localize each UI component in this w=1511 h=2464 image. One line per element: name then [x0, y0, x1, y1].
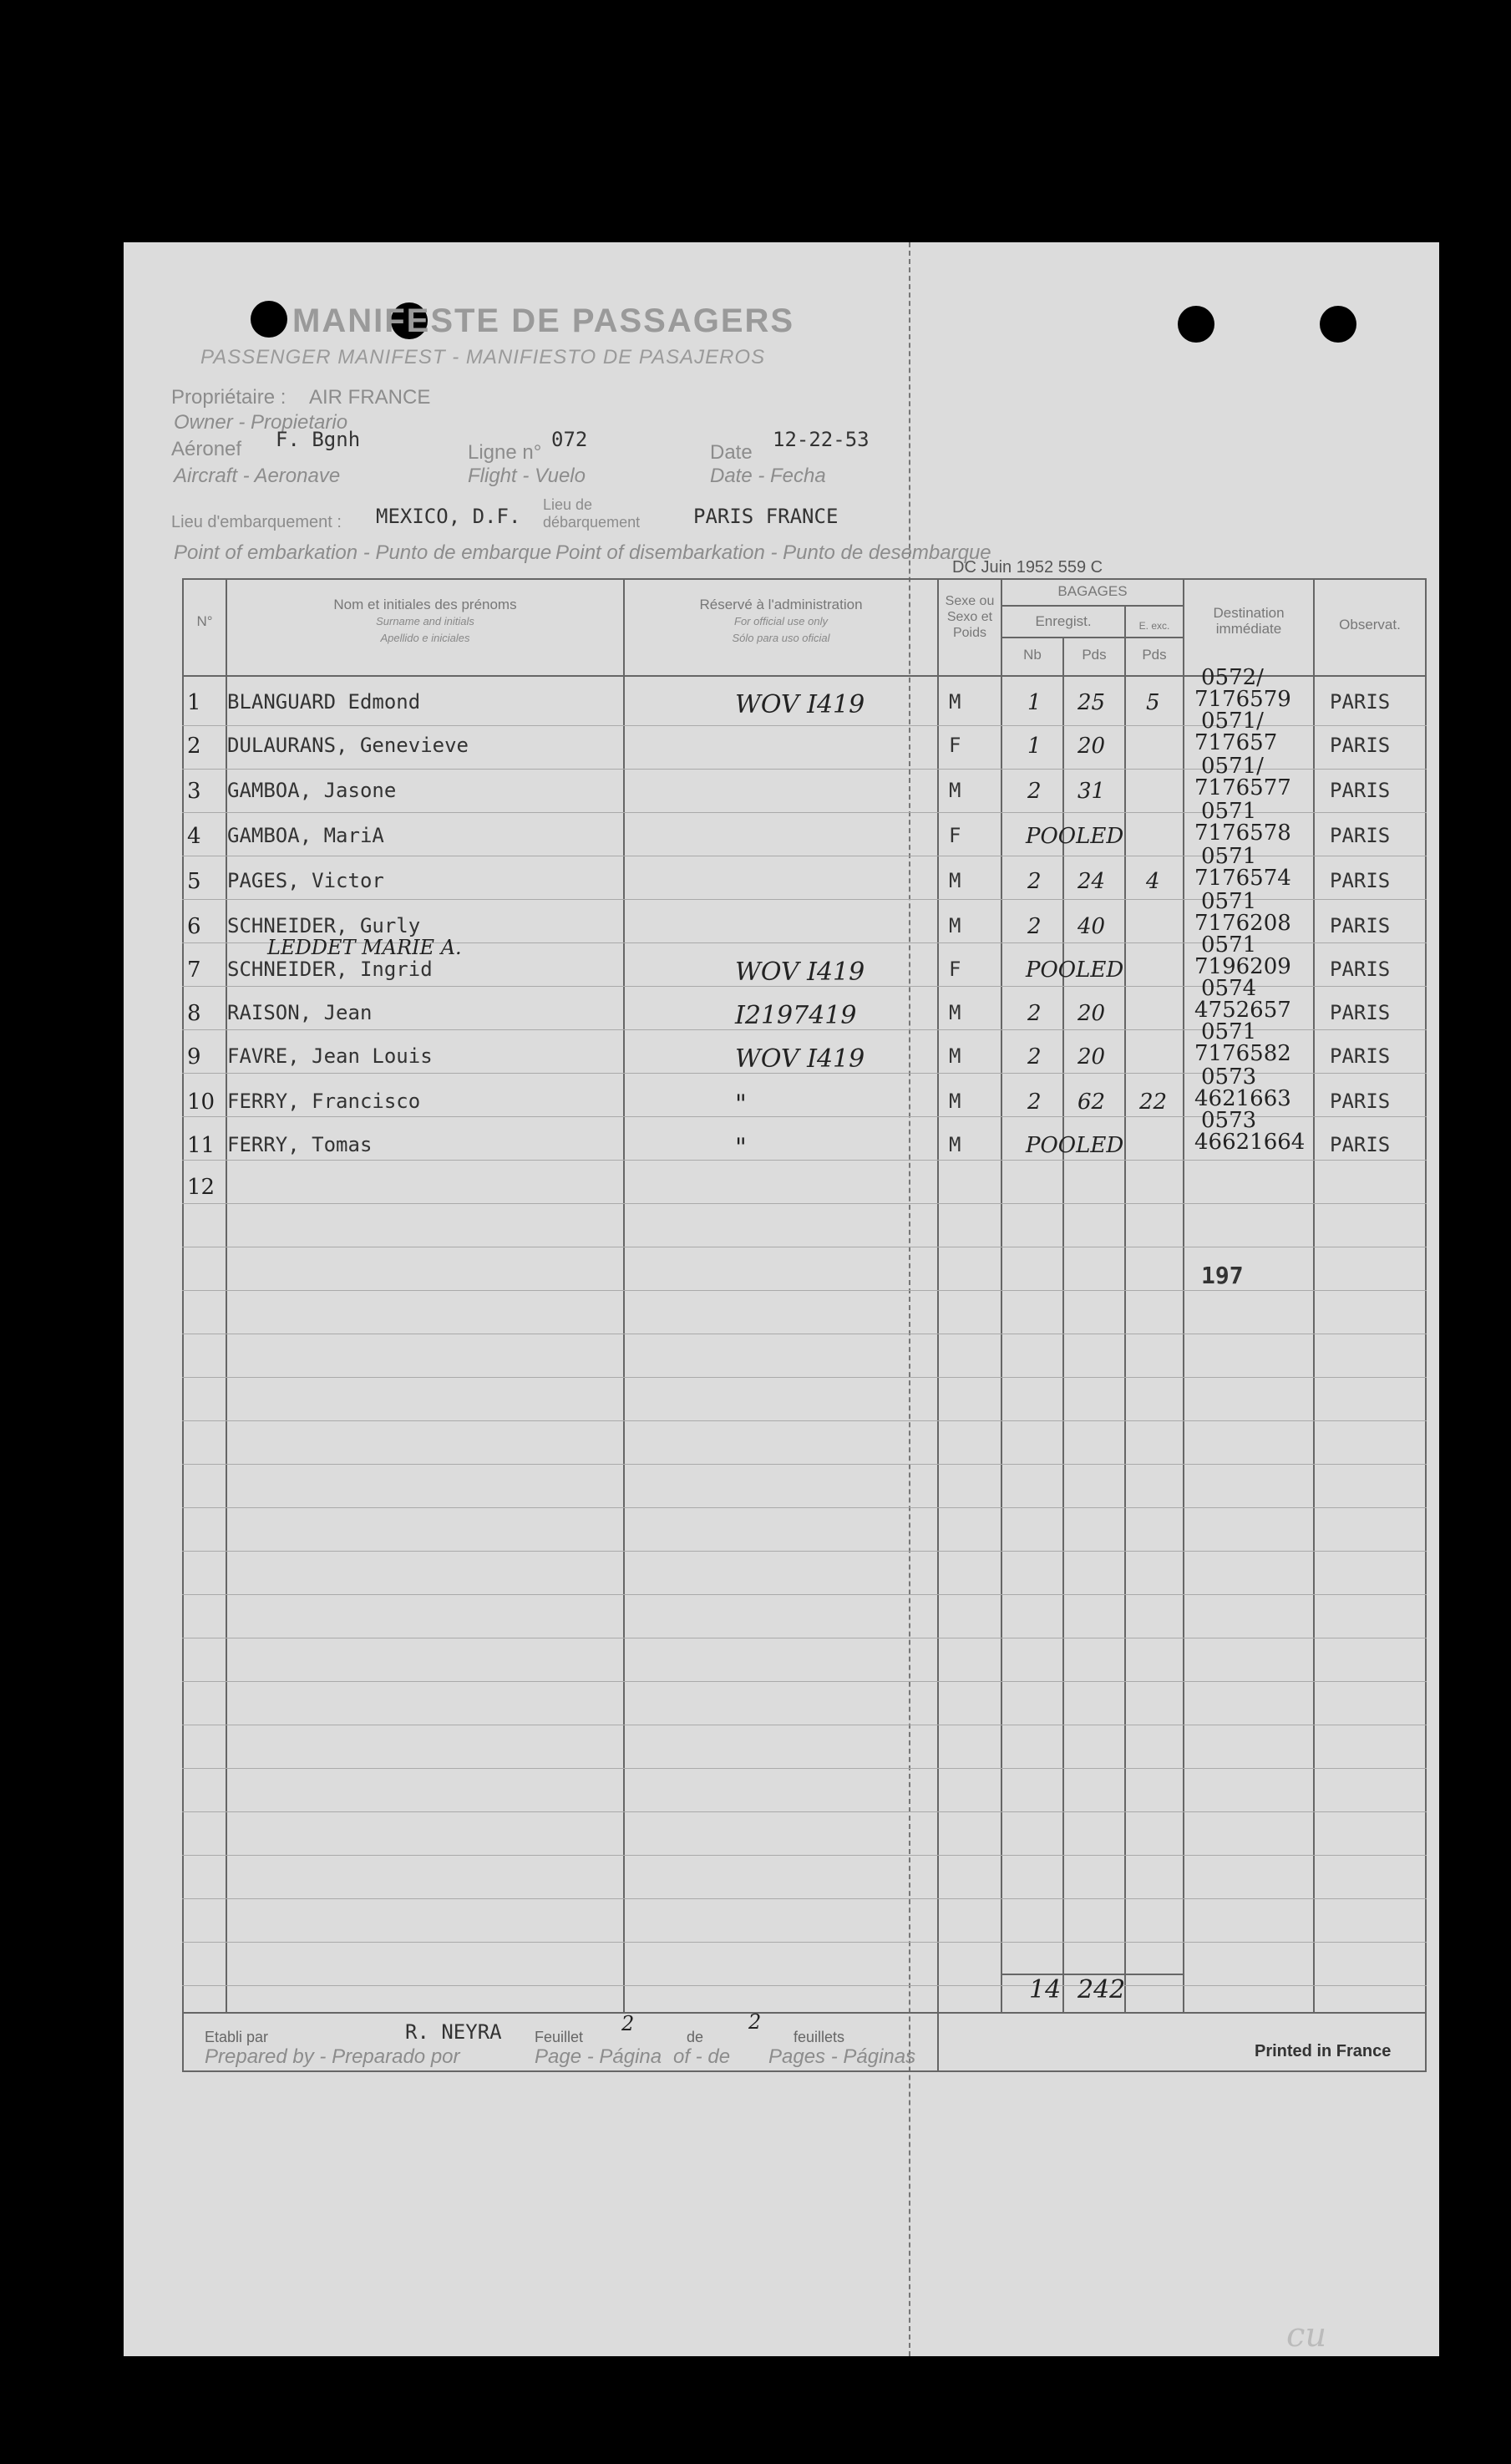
baggage-pds: 20 [1077, 734, 1106, 759]
disembark-sub: Point of disembarkation - Punto de desembarque [555, 541, 991, 564]
baggage-header-rule [1001, 605, 1183, 607]
total-pds: 242 [1077, 1975, 1126, 2004]
embark-label: Lieu d'embarquement : [171, 513, 342, 531]
baggage-excess: 4 [1146, 869, 1160, 894]
owner-sub: Owner - Propietario [174, 411, 348, 434]
ticket-number-top: 0574 [1201, 976, 1257, 1001]
total-nb: 14 [1029, 1975, 1062, 2004]
ticket-number: 717657 [1194, 730, 1278, 755]
table-left-border [182, 578, 184, 2070]
baggage-pds: 20 [1077, 1001, 1106, 1026]
admin-note: " [735, 1090, 747, 1119]
flight-label: Ligne n° [468, 441, 542, 464]
row-rule [182, 1898, 1427, 1899]
disembark-value: PARIS FRANCE [693, 505, 839, 528]
baggage-excess: 22 [1139, 1090, 1168, 1115]
row-rule [182, 1855, 1427, 1856]
form-subtitle: PASSENGER MANIFEST - MANIFIESTO DE PASAJEROS [200, 346, 766, 368]
sheet-label: Feuillet [535, 2029, 584, 2045]
baggage-nb: 2 [1027, 1044, 1042, 1069]
row-number: 11 [187, 1133, 215, 1158]
embark-value: MEXICO, D.F. [376, 505, 521, 528]
baggage-pds: 24 [1077, 869, 1106, 894]
row-rule [182, 1942, 1427, 1943]
punch-hole [1320, 306, 1356, 343]
passenger-sex: M [949, 869, 961, 892]
row-rule [182, 1290, 1427, 1291]
ticket-number-top: 0572/ [1201, 665, 1264, 690]
ticket-number: 7176577 [1194, 775, 1291, 800]
baggage-nb: POOLED [1026, 824, 1124, 849]
row-rule [182, 1768, 1427, 1769]
ticket-number-top: 0571 [1201, 799, 1257, 824]
punch-hole [251, 301, 287, 338]
row-rule [182, 1985, 1427, 1986]
flight-sub: Flight - Vuelo [468, 465, 586, 487]
baggage-pds: 25 [1077, 690, 1106, 715]
prepared-value: R. NEYRA [405, 2020, 502, 2044]
col-header-observ: Observat. [1339, 617, 1401, 633]
passenger-sex: M [949, 779, 961, 802]
baggage-nb: 1 [1027, 734, 1042, 759]
baggage-pds: 31 [1077, 779, 1106, 804]
col-header-admin-fr: Réservé à l'administration [699, 597, 863, 612]
col-header-pds: Pds [1082, 647, 1107, 663]
passenger-name: FERRY, Francisco [227, 1090, 421, 1113]
sex-col-divider [1001, 578, 1002, 2012]
baggage-nb: 1 [1027, 690, 1042, 715]
dest-col-divider [1313, 578, 1315, 2012]
row-number: 2 [187, 734, 201, 759]
embark-sub: Point of embarkation - Punto de embarque [174, 541, 552, 564]
baggage-pds: 20 [1077, 1044, 1106, 1069]
ticket-number-top: 0571 [1201, 932, 1257, 958]
baggage-excess: 5 [1146, 690, 1160, 715]
punch-hole [1178, 306, 1214, 343]
aircraft-sub: Aircraft - Aeronave [174, 465, 341, 487]
col-header-sex: Sexe ou Sexo et Poids [945, 594, 995, 640]
baggage-nb: 2 [1027, 779, 1042, 804]
sheets-label: feuillets [794, 2029, 845, 2045]
ticket-number-top: 0571/ [1201, 709, 1264, 734]
baggage-nb: 2 [1027, 1090, 1042, 1115]
baggage-nb: 2 [1027, 914, 1042, 939]
row-rule [182, 1420, 1427, 1421]
ticket-number: 46621664 [1194, 1130, 1306, 1155]
col-header-name-fr: Nom et initiales des prénoms [333, 597, 517, 612]
date-label: Date [710, 441, 753, 464]
col-header-destination: Destination immédiate [1213, 605, 1285, 637]
baggage-pds: 62 [1077, 1090, 1106, 1115]
passenger-sex: M [949, 1044, 961, 1068]
row-rule [182, 1811, 1427, 1812]
destination: PARIS [1330, 1133, 1391, 1156]
row-number: 4 [187, 824, 201, 849]
row-rule [182, 1203, 1427, 1204]
passenger-sex: M [949, 1090, 961, 1113]
footer-bottom-border [182, 2070, 1427, 2072]
passenger-name: FERRY, Tomas [227, 1133, 373, 1156]
col-header-name-es: Apellido e iniciales [380, 632, 470, 644]
passenger-name: GAMBOA, MariA [227, 824, 384, 847]
col-header-admin-en: For official use only [734, 615, 828, 627]
ticket-number: 7196209 [1194, 954, 1291, 979]
col-header-admin-es: Sólo para uso oficial [732, 632, 830, 644]
col-header-name-en: Surname and initials [376, 615, 474, 627]
ticket-number: 7176574 [1194, 866, 1291, 891]
sheets-sub: Pages - Páginas [768, 2045, 916, 2068]
passenger-name: PAGES, Victor [227, 869, 384, 892]
admin-note: WOV I419 [735, 1044, 865, 1074]
col-header-nb: Nb [1023, 647, 1042, 663]
passenger-name: FAVRE, Jean Louis [227, 1044, 433, 1068]
baggage-nb: 2 [1027, 1001, 1042, 1026]
passenger-sex: M [949, 1133, 961, 1156]
passenger-sex: M [949, 690, 961, 714]
destination: PARIS [1330, 1044, 1391, 1068]
passenger-name: GAMBOA, Jasone [227, 779, 397, 802]
destination: PARIS [1330, 824, 1391, 847]
row-rule [182, 1681, 1427, 1682]
ticket-number-top: 0571 [1201, 889, 1257, 914]
baggage-nb: 2 [1027, 869, 1042, 894]
destination: PARIS [1330, 779, 1391, 802]
destination: PARIS [1330, 958, 1391, 981]
of-sub: of - de [673, 2045, 731, 2068]
ticket-number-top: 0571 [1201, 844, 1257, 869]
passenger-name: SCHNEIDER, Ingrid [227, 958, 433, 981]
col-header-excess-pds: Pds [1142, 647, 1167, 663]
passenger-sex: F [949, 824, 961, 847]
row-rule [182, 1377, 1427, 1378]
admin-note: WOV I419 [735, 958, 865, 987]
row-rule [182, 1464, 1427, 1465]
ticket-number-top: 0573 [1201, 1064, 1257, 1090]
admin-col-divider [937, 578, 939, 2070]
admin-note: I2197419 [735, 1001, 857, 1030]
prepared-label: Etabli par [205, 2029, 269, 2045]
passenger-name: SCHNEIDER, Gurly [227, 914, 421, 937]
row-number: 9 [187, 1044, 201, 1069]
row-number: 1 [187, 690, 201, 715]
form-title: MANIFESTE DE PASSAGERS [292, 302, 795, 339]
destination: PARIS [1330, 734, 1391, 757]
passenger-name: BLANGUARD Edmond [227, 690, 421, 714]
row-rule [182, 1551, 1427, 1552]
passenger-name-correction: LEDDET MARIE A. [267, 936, 462, 959]
row-number: 8 [187, 1001, 201, 1026]
owner-value: AIR FRANCE [309, 386, 431, 409]
ticket-number: 7176578 [1194, 820, 1291, 846]
destination: PARIS [1330, 690, 1391, 714]
passenger-sex: M [949, 1001, 961, 1024]
name-col-divider [623, 578, 625, 2012]
baggage-nb: POOLED [1026, 958, 1124, 983]
passenger-sex: F [949, 958, 961, 981]
form-code: DC Juin 1952 559 C [952, 558, 1103, 577]
ticket-number: 4621663 [1194, 1086, 1291, 1111]
corner-mark: cu [1286, 2316, 1327, 2355]
admin-note: WOV I419 [735, 690, 865, 719]
sheet-value: 2 [621, 2012, 635, 2035]
passenger-name: RAISON, Jean [227, 1001, 373, 1024]
table-top-border [182, 578, 1427, 580]
passenger-sex: M [949, 914, 961, 937]
table-right-border [1425, 578, 1427, 2070]
of-value: 2 [748, 2010, 762, 2034]
ticket-number-top: 0573 [1201, 1108, 1257, 1133]
row-number: 6 [187, 914, 201, 939]
date-sub: Date - Fecha [710, 465, 826, 487]
registered-header-rule [1001, 637, 1183, 638]
pds-col-divider [1124, 605, 1126, 2012]
row-number: 10 [187, 1090, 215, 1115]
passenger-name: DULAURANS, Genevieve [227, 734, 469, 757]
disembark-label: Lieu de débarquement [543, 496, 641, 531]
of-label: de [687, 2029, 704, 2045]
ticket-number-top: 0571/ [1201, 754, 1264, 779]
admin-note: " [735, 1133, 747, 1162]
col-header-baggage: BAGAGES [1057, 583, 1128, 599]
destination: PARIS [1330, 914, 1391, 937]
destination: PARIS [1330, 869, 1391, 892]
ticket-number: 4752657 [1194, 998, 1291, 1023]
baggage-pds: 40 [1077, 914, 1106, 939]
ticket-number: 7176208 [1194, 911, 1291, 936]
row-rule [182, 1507, 1427, 1508]
total-destination: 197 [1201, 1262, 1244, 1289]
destination: PARIS [1330, 1001, 1391, 1024]
destination: PARIS [1330, 1090, 1391, 1113]
printed-in-france: Printed in France [1255, 2042, 1392, 2060]
passenger-sex: F [949, 734, 961, 757]
col-header-excess: E. exc. [1138, 620, 1170, 632]
row-number: 7 [187, 958, 201, 983]
table-bottom-border [182, 2012, 1427, 2014]
excess-col-divider [1183, 578, 1184, 2012]
aircraft-value: F. Bgnh [276, 428, 361, 451]
col-header-registered: Enregist. [1035, 613, 1092, 629]
col-header-no: N° [196, 613, 213, 629]
sheet-sub: Page - Página [535, 2045, 662, 2068]
ticket-number: 7176579 [1194, 687, 1291, 712]
owner-label: Propriétaire : [171, 386, 286, 409]
col-header-name [227, 597, 623, 646]
row-rule [182, 1160, 1427, 1161]
prepared-sub: Prepared by - Preparado por [205, 2045, 460, 2068]
col-header-admin [625, 597, 937, 646]
date-value: 12-22-53 [773, 428, 870, 451]
flight-value: 072 [551, 428, 588, 451]
row-number: 3 [187, 779, 201, 804]
row-number: 12 [187, 1175, 215, 1200]
row-rule [182, 1594, 1427, 1595]
aircraft-label: Aéronef [171, 438, 242, 460]
ticket-number-top: 0571 [1201, 1019, 1257, 1044]
row-number: 5 [187, 869, 201, 894]
ticket-number: 7176582 [1194, 1041, 1291, 1066]
baggage-nb: POOLED [1026, 1133, 1124, 1158]
